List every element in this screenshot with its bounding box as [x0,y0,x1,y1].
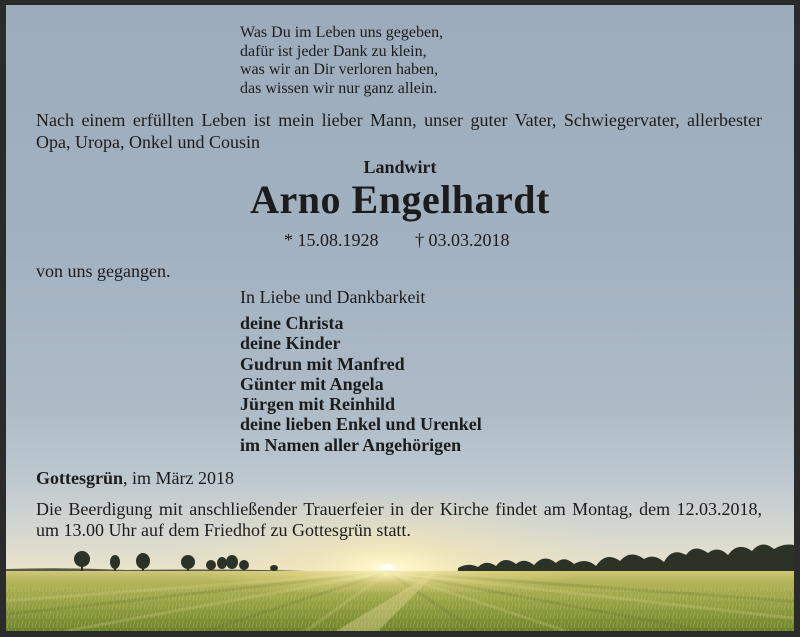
deceased-occupation: Landwirt [363,157,437,177]
mourner-name: deine lieben Enkel und Urenkel [240,414,482,435]
life-dates [6,229,794,251]
poem-line: das wissen wir nur ganz allein. [240,80,438,98]
intro-line: Opa, Uropa, Onkel und Cousin [36,132,260,152]
mourners-heading: In Liebe und Dankbarkeit [240,287,426,307]
mourner-name: deine Kinder [240,333,341,354]
mourner-name: Gudrun mit Manfred [240,353,405,374]
obituary-notice [6,5,794,631]
funeral-line: Die Beerdigung mit anschließender Trauerfeier in der Kirche findet am Montag, dem 12.03.2018, [36,499,762,519]
mourner-name: deine Christa [240,313,344,333]
intro-line: Nach einem erfüllten Leben ist mein lieber Mann, unser guter Vater, Schwiegervater, allerbester [36,110,762,130]
place-and-date [36,467,234,489]
poem-line: Was Du im Leben uns gegeben, [240,24,444,41]
passed-away-text: von uns gegangen. [36,261,171,281]
funeral-line: um 13.00 Uhr auf dem Friedhof zu Gottesgrün statt. [36,520,411,540]
mourner-name: im Namen aller Angehörigen [240,434,462,455]
mourner-name: Günter mit Angela [240,373,384,394]
place-name: Gottesgrün [36,468,123,488]
mourner-name: Jürgen mit Reinhild [240,394,396,415]
poem-line: was wir an Dir verloren haben, [240,61,439,79]
death-date: † 03.03.2018 [415,230,510,250]
birth-date: * 15.08.1928 [284,230,379,250]
mourners-list [240,313,482,455]
intro-paragraph [36,109,762,153]
poem [240,24,443,99]
poem-line: dafür ist jeder Dank zu klein, [240,42,427,60]
date-text: , im März 2018 [123,468,234,488]
funeral-info [36,499,762,541]
deceased-name: Arno Engelhardt [250,177,550,222]
